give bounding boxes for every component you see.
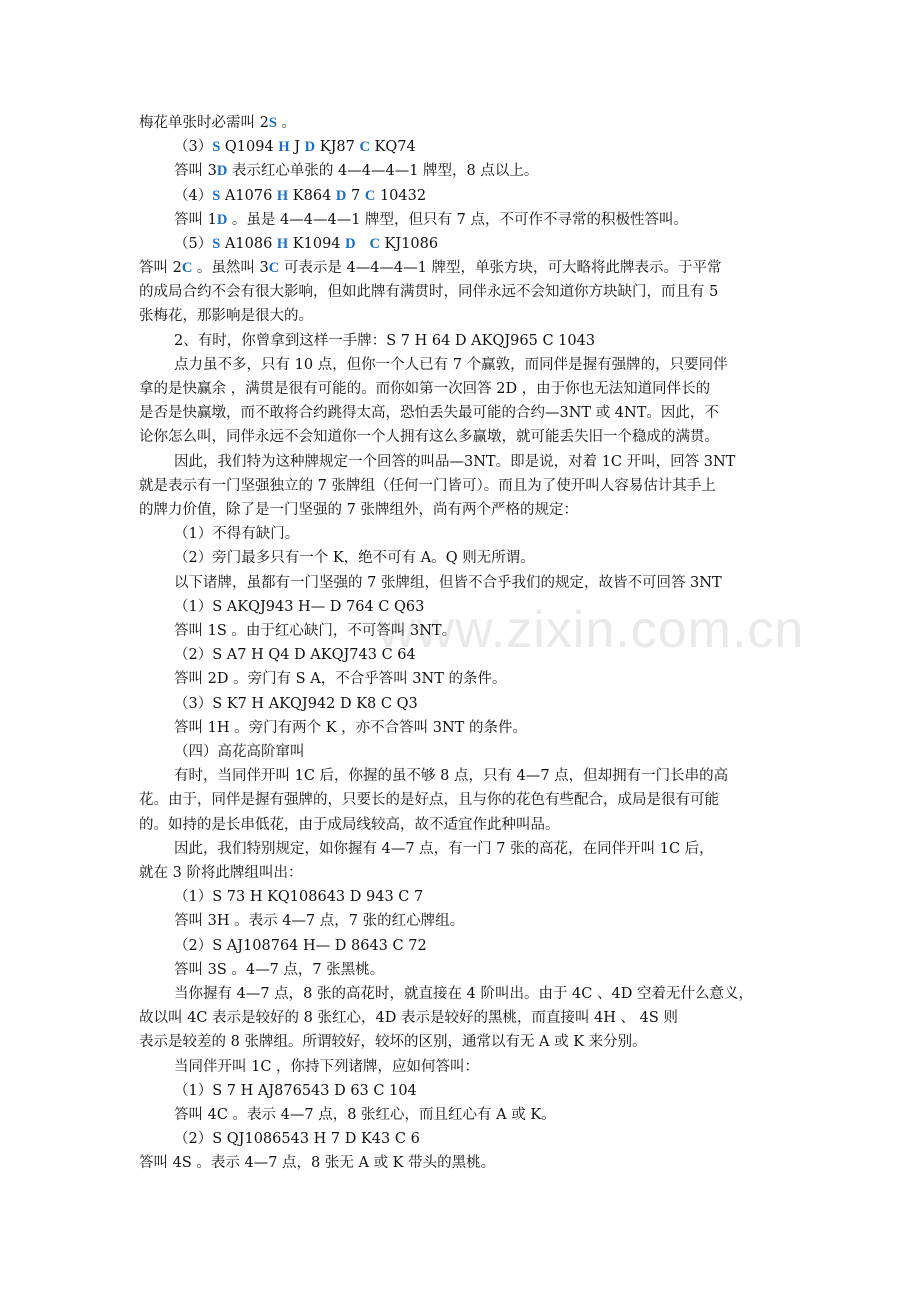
text-line: 梅花单张时必需叫 2S 。 xyxy=(139,115,297,131)
text-line: 答叫 3S 。4—7 点，7 张黑桃。 xyxy=(174,962,385,978)
text-line: 答叫 2C 。虽然叫 3C 可表示是 4—4—4—1 牌型，单张方块，可大略将此牌表示。于平常 xyxy=(139,260,722,276)
text-line: 就在 3 阶将此牌组叫出： xyxy=(139,865,303,881)
text-line: 以下诸牌，虽都有一门坚强的 7 张牌组，但皆不合乎我们的规定，故皆不可回答 3NT xyxy=(174,575,722,591)
text-line: 张梅花，那影响是很大的。 xyxy=(139,308,313,324)
text-line: 答叫 1H 。旁门有两个 K ，亦不合答叫 3NT 的条件。 xyxy=(174,720,527,736)
text-line: 答叫 3D 表示红心单张的 4—4—4—1 牌型，8 点以上。 xyxy=(174,163,539,179)
hand-line: （2）S QJ1086543 H 7 D K43 C 6 xyxy=(174,1131,420,1147)
text-line: 有时，当同伴开叫 1C 后，你握的虽不够 8 点，只有 4—7 点，但却拥有一门长串的高 xyxy=(174,768,729,784)
text-line: 表示是较差的 8 张牌组。所谓较好，较坏的区别，通常以有无 A 或 K 来分别。 xyxy=(139,1034,647,1050)
hand-line: （5）S A1086 H K1094 D C KJ1086 xyxy=(174,236,439,252)
text-line: 2、有时，你曾拿到这样一手牌：S 7 H 64 D AKQJ965 C 1043 xyxy=(174,333,596,349)
watermark: www.zixin.com.cn xyxy=(378,601,805,659)
text-line: 的牌力价值，除了是一门坚强的 7 张牌组外，尚有两个严格的规定： xyxy=(139,502,578,518)
text-line: 故以叫 4C 表示是较好的 8 张红心，4D 表示是较好的黑桃，而直接叫 4H 、 4S 则 xyxy=(139,1010,678,1026)
hand-line: （1）S 7 H AJ876543 D 63 C 104 xyxy=(174,1083,417,1099)
text-line: 当你握有 4—7 点，8 张的高花时，就直接在 4 阶叫出。由于 4C 、4D 空着无什么意义， xyxy=(174,986,753,1002)
text-line: 是否是快赢墩，而不敢将合约跳得太高，恐怕丢失最可能的合约—3NT 或 4NT。因此，不 xyxy=(139,405,719,421)
text-line: 的成局合约不会有很大影响，但如此牌有满贯时，同伴永远不会知道你方块缺门，而且有 5 xyxy=(139,284,719,300)
text-line: 答叫 1S 。由于红心缺门，不可答叫 3NT。 xyxy=(174,623,457,639)
hand-line: （2）S AJ108764 H— D 8643 C 72 xyxy=(174,938,427,954)
text-line: 花。由于，同伴是握有强牌的，只要长的是好点，且与你的花色有些配合，成局是很有可能 xyxy=(139,792,719,808)
text-line: 答叫 2D 。旁门有 S A，不合乎答叫 3NT 的条件。 xyxy=(174,671,507,687)
text-line: 拿的是快赢余 ，满贯是很有可能的。而你如第一次回答 2D ，由于你也无法知道同伴长的 xyxy=(139,381,711,397)
text-line: 当同伴开叫 1C ，你持下列诸牌，应如何答叫： xyxy=(174,1059,480,1075)
text-line: 就是表示有一门坚强独立的 7 张牌组（任何一门皆可）。而且为了使开叫人容易估计其手上 xyxy=(139,478,716,494)
hand-line: （3）S K7 H AKQJ942 D K8 C Q3 xyxy=(174,696,418,712)
text-line: 因此，我们特别规定，如你握有 4—7 点，有一门 7 张的高花，在同伴开叫 1C 后， xyxy=(174,841,714,857)
text-line: 的。如持的是长串低花，由于成局线较高，故不适宜作此种叫品。 xyxy=(139,817,560,833)
hand-line: （2）S A7 H Q4 D AKQJ743 C 64 xyxy=(174,647,416,663)
text-line: （2）旁门最多只有一个 K，绝不可有 A。Q 则无所谓。 xyxy=(174,550,535,566)
hand-line: （1）S AKQJ943 H— D 764 C Q63 xyxy=(174,599,425,615)
hand-line: （1）S 73 H KQ108643 D 943 C 7 xyxy=(174,889,424,905)
text-line: 答叫 4C 。表示 4—7 点，8 张红心，而且红心有 A 或 K。 xyxy=(174,1107,556,1123)
text-line: 答叫 3H 。表示 4—7 点，7 张的红心牌组。 xyxy=(174,913,465,929)
text-line: 答叫 4S 。表示 4—7 点，8 张无 A 或 K 带头的黑桃。 xyxy=(139,1155,496,1171)
text-line: 论你怎么叫，同伴永远不会知道你一个人拥有这么多赢墩，就可能丢失旧一个稳成的满贯。 xyxy=(139,429,719,445)
text-line: 答叫 1D 。虽是 4—4—4—1 牌型，但只有 7 点，不可作不寻常的积极性答叫。 xyxy=(174,212,688,228)
text-line: 因此，我们特为这种牌规定一个回答的叫品—3NT。即是说，对着 1C 开叫，回答 3NT xyxy=(174,454,736,470)
hand-line: （4）S A1076 H K864 D 7 C 10432 xyxy=(174,188,427,204)
section-heading: （四）高花高阶窜叫 xyxy=(174,744,305,760)
hand-line: （3）S Q1094 H J D KJ87 C KQ74 xyxy=(174,139,416,155)
text-line: 点力虽不多，只有 10 点，但你一个人已有 7 个赢敦，而同伴是握有强牌的，只要同伴 xyxy=(174,357,728,373)
text-line: （1）不得有缺门。 xyxy=(174,526,300,542)
